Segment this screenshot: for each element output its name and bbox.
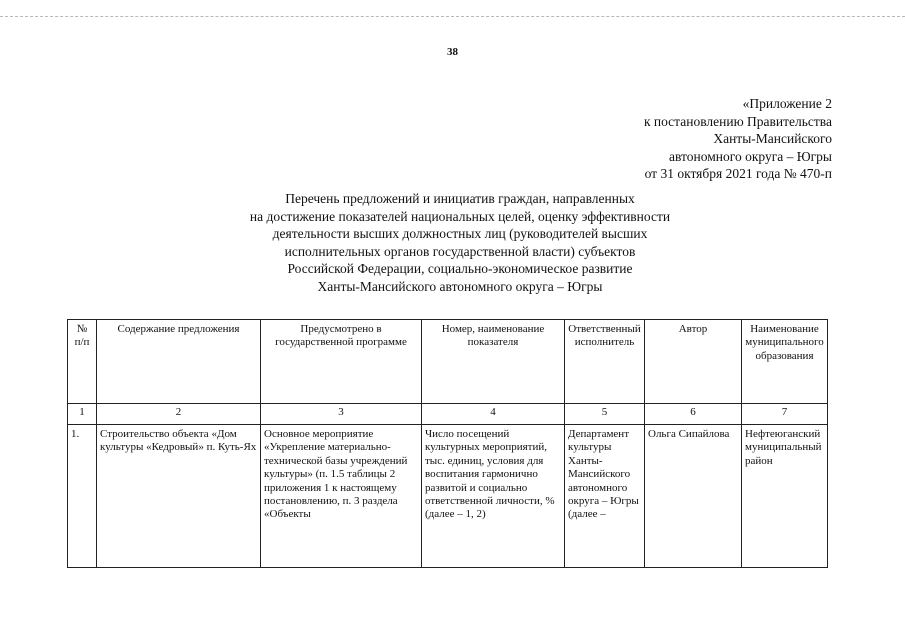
column-number: 1 xyxy=(68,404,97,425)
cell-text: Нефтеюганский муниципальный район xyxy=(745,428,822,467)
header-cell-indicator: Номер, наименование показателя xyxy=(422,320,565,404)
header-cell-executor: Ответственный исполнитель xyxy=(565,320,645,404)
proposal-content-cell xyxy=(97,425,261,568)
table-row xyxy=(68,425,828,568)
title-line: Ханты-Мансийского автономного округа – Югры xyxy=(317,278,603,294)
title-line: деятельности высших должностных лиц (руководителей высших xyxy=(272,226,648,242)
column-number-row xyxy=(68,404,828,425)
cell-text: Департамент культуры Ханты-Мансийского автономного округа – Югры (далее – xyxy=(568,428,639,521)
column-number: 2 xyxy=(97,404,261,425)
title-line: на достижение показателей национальных целей, оценку эффективности xyxy=(249,208,671,224)
executor-cell xyxy=(565,425,645,568)
indicator-cell xyxy=(422,425,565,568)
title-line: Перечень предложений и инициатив граждан, направленных xyxy=(285,191,635,206)
scan-edge-line xyxy=(0,16,905,17)
cell-text: Число посещений культурных мероприятий, тыс. единиц, условия для воспитания гармонично развитой и социально ответственной личности, % (далее – 1, 2) xyxy=(425,428,555,521)
appendix-line: Ханты-Мансийского xyxy=(713,131,832,146)
appendix-line: к постановлению Правительства xyxy=(643,113,832,129)
appendix-note xyxy=(644,95,832,183)
appendix-line: автономного округа – Югры xyxy=(669,148,832,164)
cell-text: Основное мероприятие «Укрепление материально-технической базы учреждений культуры» (п. 1.5 таблицы 2 приложения 1 к настоящему постановлению, п. 3 раздела «Объекты xyxy=(264,428,408,521)
header-cell-content: Содержание предложения xyxy=(97,320,261,404)
table-header-row xyxy=(68,320,828,404)
column-number: 4 xyxy=(422,404,565,425)
header-cell-author: Автор xyxy=(645,320,742,404)
column-number: 3 xyxy=(261,404,422,425)
proposals-table xyxy=(67,319,828,568)
header-cell-number: № п/п xyxy=(68,320,97,404)
cell-text: 1. xyxy=(71,428,80,440)
cell-text: Строительство объекта «Дом культуры «Кедровый» п. Куть-Ях xyxy=(100,428,257,454)
column-number: 7 xyxy=(742,404,828,425)
column-number: 5 xyxy=(565,404,645,425)
program-cell xyxy=(261,425,422,568)
title-line: исполнительных органов государственной власти) субъектов xyxy=(284,243,636,259)
page-number: 38 xyxy=(447,46,458,58)
municipality-cell xyxy=(742,425,828,568)
appendix-line: «Приложение 2 xyxy=(742,96,832,111)
header-cell-municipality: Наименование муниципального образования xyxy=(742,320,828,404)
row-number-cell xyxy=(68,425,97,568)
header-cell-program: Предусмотрено в государственной программе xyxy=(261,320,422,404)
column-number: 6 xyxy=(645,404,742,425)
author-cell xyxy=(645,425,742,568)
cell-text: Ольга Сипайлова xyxy=(648,428,730,440)
title-line: Российской Федерации, социально-экономическое развитие xyxy=(287,261,633,277)
document-title xyxy=(150,190,770,296)
appendix-line: от 31 октября 2021 года № 470-п xyxy=(644,166,832,181)
